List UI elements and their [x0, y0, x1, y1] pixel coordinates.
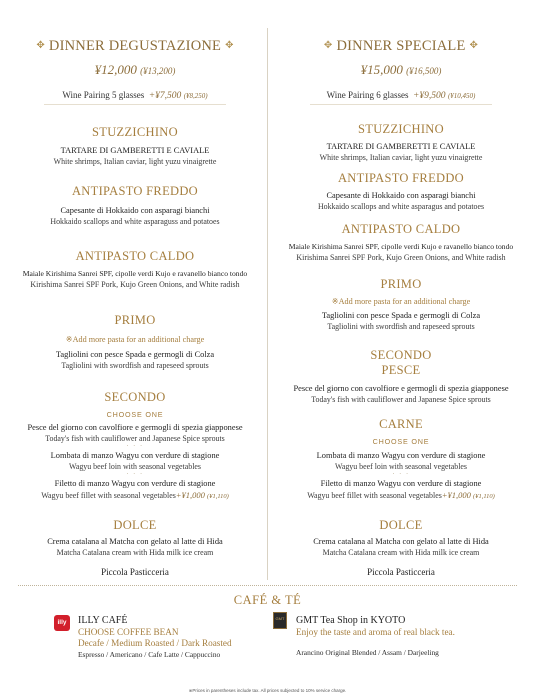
cafe-title: CAFÉ & TÉ — [233, 593, 302, 607]
course-stuzzichino: STUZZICHINO — [92, 125, 178, 139]
wine-pairing: Wine Pairing 5 glasses +¥7,500 (¥8,250) — [62, 90, 208, 101]
dish-italian: Tagliolini con pesce Spada e germogli di Colza — [321, 311, 481, 320]
dish-italian: Filetto di manzo Wagyu con verdure di stagione — [54, 479, 216, 488]
dish-italian: TARTARE DI GAMBERETTI E CAVIALE — [60, 146, 210, 155]
pasta-note: ※Add more pasta for an additional charge — [65, 335, 205, 344]
dish-english: Kirishima Sanrei SPF Pork, Kujo Green Onions, and White radish — [296, 253, 506, 262]
illy-drinks: Espresso / Americano / Cafe Latte / Cappuccino — [78, 650, 221, 659]
illy-choose: CHOOSE COFFEE BEAN — [78, 627, 179, 637]
course-pesce: PESCE — [381, 363, 421, 377]
choose-one: CHOOSE ONE — [106, 410, 164, 419]
dish-english: Today's fish with cauliflower and Japanese Spice sprouts — [45, 434, 225, 443]
gmt-logo: GMT — [273, 612, 287, 629]
column-divider — [267, 28, 268, 580]
menu-title: ✥ DINNER DEGUSTAZIONE ✥ — [36, 38, 234, 54]
dish-italian: Maiale Kirishima Sanrei SPF, cipolle verdi Kujo e ravanello bianco tondo — [288, 242, 514, 251]
dish-italian: Pesce del giorno con cavolfiore e germogli di spezia giapponese — [27, 423, 243, 432]
pasta-note: ※Add more pasta for an additional charge — [331, 297, 471, 306]
dish-italian: Capesante di Hokkaido con asparagi bianchi — [60, 206, 210, 215]
illy-logo: illy — [54, 615, 70, 631]
gmt-teas: Arancino Original Blended / Assam / Darjeeling — [296, 648, 439, 657]
petit-fours: Piccola Pasticceria — [101, 567, 169, 577]
dish-english: Tagliolini with swordfish and rapeseed sprouts — [61, 361, 209, 370]
dish-italian: TARTARE DI GAMBERETTI E CAVIALE — [326, 142, 476, 151]
course-antipasto-freddo: ANTIPASTO FREDDO — [337, 171, 464, 185]
course-antipasto-caldo: ANTIPASTO CALDO — [341, 222, 461, 236]
divider — [44, 104, 226, 105]
illy-name: ILLY CAFÉ — [78, 615, 128, 626]
choose-one: CHOOSE ONE — [372, 437, 430, 446]
course-carne: CARNE — [379, 417, 423, 431]
dish-italian: Lombata di manzo Wagyu con verdure di stagione — [316, 451, 486, 460]
dish-english: Today's fish with cauliflower and Japanese Spice sprouts — [311, 395, 491, 404]
petit-fours: Piccola Pasticceria — [367, 567, 435, 577]
dish-english: Wagyu beef loin with seasonal vegetables — [335, 462, 467, 471]
dish-english: Kirishima Sanrei SPF Pork, Kujo Green Onions, and White radish — [30, 280, 240, 289]
dot-separator: · · · — [126, 443, 144, 450]
dish-english: Hokkaido scallops and white asparagus and potatoes — [317, 202, 485, 211]
illy-roasts: Decafe / Medium Roasted / Dark Roasted — [78, 638, 232, 648]
dot-separator: · · · — [392, 471, 410, 478]
dish-english: Wagyu beef loin with seasonal vegetables — [69, 462, 201, 471]
divider — [310, 104, 492, 105]
ornament-icon: ✥ — [225, 40, 234, 51]
dish-english: Matcha Catalana cream with Hida milk ice cream — [322, 548, 480, 557]
menu-title: ✥ DINNER SPECIALE ✥ — [323, 38, 479, 54]
ornament-icon: ✥ — [469, 40, 479, 51]
ornament-icon: ✥ — [36, 40, 45, 51]
course-primo: PRIMO — [114, 313, 156, 327]
course-antipasto-freddo: ANTIPASTO FREDDO — [71, 184, 198, 198]
dish-english: Hokkaido scallops and white asparaguss and potatoes — [50, 217, 220, 226]
dish-italian: Filetto di manzo Wagyu con verdure di stagione — [320, 479, 482, 488]
course-antipasto-caldo: ANTIPASTO CALDO — [75, 249, 195, 263]
dish-english-with-supplement: Wagyu beef fillet with seasonal vegetables+¥1,000 (¥1,110) — [41, 490, 229, 500]
dish-english: Matcha Catalana cream with Hida milk ice cream — [56, 548, 214, 557]
menu-price: ¥12,000 (¥13,200) — [94, 62, 176, 77]
dotted-divider — [18, 585, 517, 586]
dish-italian: Maiale Kirishima Sanrei SPF, cipolle verdi Kujo e ravanello bianco tondo — [22, 269, 248, 278]
gmt-tagline: Enjoy the taste and aroma of real black tea. — [296, 627, 455, 637]
ornament-icon: ✥ — [323, 40, 333, 51]
course-primo: PRIMO — [380, 277, 422, 291]
dot-separator: · · · — [126, 471, 144, 478]
gmt-name: GMT Tea Shop in KYOTO — [296, 615, 406, 626]
course-dolce: DOLCE — [113, 518, 157, 532]
dish-english: Tagliolini with swordfish and rapeseed sprouts — [327, 322, 475, 331]
footer-note: ※Prices in parentheses include tax. All prices subjected to 10% service charge. — [188, 688, 347, 693]
course-dolce: DOLCE — [379, 518, 423, 532]
dish-italian: Lombata di manzo Wagyu con verdure di stagione — [50, 451, 220, 460]
dish-italian: Capesante di Hokkaido con asparagi bianchi — [326, 191, 476, 200]
course-secondo: SECONDO — [370, 348, 432, 362]
course-stuzzichino: STUZZICHINO — [358, 122, 444, 136]
dish-english: White shrimps, Italian caviar, light yuzu vinaigrette — [319, 153, 483, 162]
dish-english: White shrimps, Italian caviar, light yuzu vinaigrette — [53, 157, 217, 166]
dish-italian: Pesce del giorno con cavolfiore e germogli di spezia giapponese — [293, 384, 509, 393]
menu-price: ¥15,000 (¥16,500) — [360, 62, 442, 77]
course-secondo: SECONDO — [104, 390, 166, 404]
dish-italian: Crema catalana al Matcha con gelato al latte di Hida — [47, 537, 223, 546]
wine-pairing: Wine Pairing 6 glasses +¥9,500 (¥10,450) — [326, 90, 476, 101]
dish-italian: Tagliolini con pesce Spada e germogli di Colza — [55, 350, 215, 359]
dish-italian: Crema catalana al Matcha con gelato al latte di Hida — [313, 537, 489, 546]
dish-english-with-supplement: Wagyu beef fillet with seasonal vegetables+¥1,000 (¥1,110) — [307, 490, 495, 500]
